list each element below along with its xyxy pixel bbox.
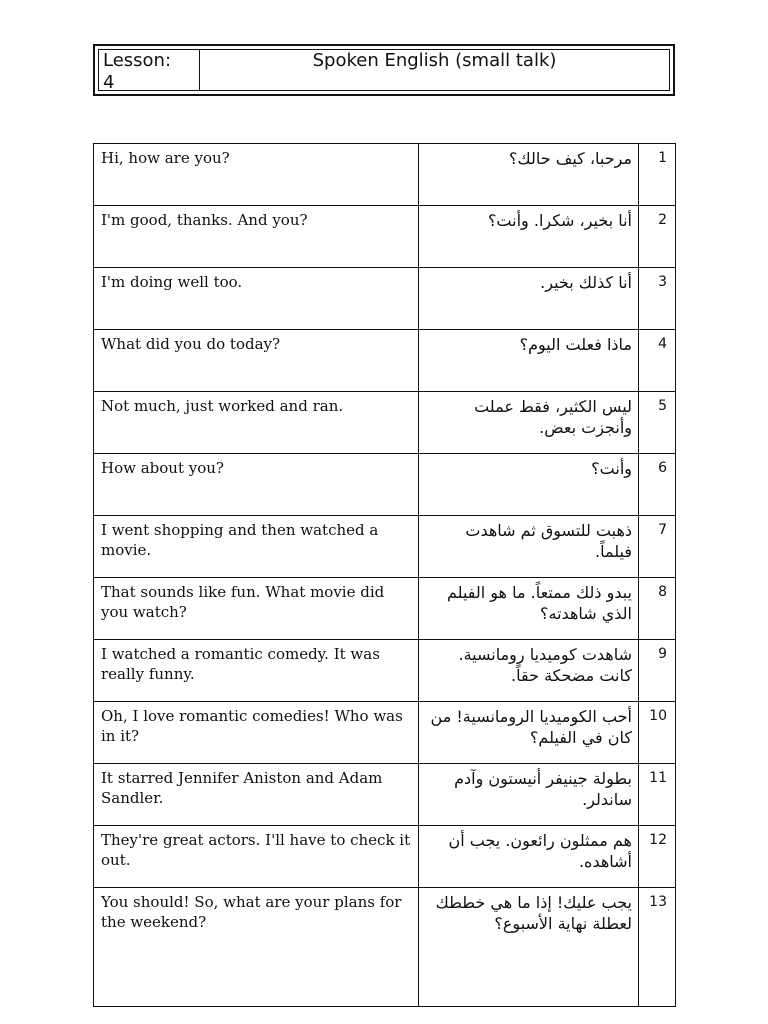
arabic-phrase: ماذا فعلت اليوم؟ xyxy=(419,330,639,392)
row-number: 1 xyxy=(639,144,676,206)
lesson-label: Lesson: xyxy=(103,50,172,71)
table-row xyxy=(94,764,676,826)
english-phrase: I watched a romantic comedy. It was really funny. xyxy=(94,640,419,702)
arabic-phrase: مرحبا، كيف حالك؟ xyxy=(419,144,639,206)
english-phrase: They're great actors. I'll have to check it out. xyxy=(94,826,419,888)
row-number: 6 xyxy=(639,454,676,516)
table-row xyxy=(94,330,676,392)
lesson-number: 4 xyxy=(103,72,115,93)
row-number: 2 xyxy=(639,206,676,268)
arabic-phrase: يبدو ذلك ممتعاً. ما هو الفيلم الذي شاهدته؟ xyxy=(419,578,639,640)
row-number: 12 xyxy=(639,826,676,888)
row-number: 11 xyxy=(639,764,676,826)
english-phrase: What did you do today? xyxy=(94,330,419,392)
arabic-phrase: أنا بخير، شكرا. وأنت؟ xyxy=(419,206,639,268)
english-phrase: Oh, I love romantic comedies! Who was in it? xyxy=(94,702,419,764)
arabic-phrase: يجب عليك! إذا ما هي خططك لعطلة نهاية الأسبوع؟ xyxy=(419,888,639,1007)
arabic-phrase: بطولة جينيفر أنيستون وآدم ساندلر. xyxy=(419,764,639,826)
lesson-title: Spoken English (small talk) xyxy=(312,50,557,71)
english-phrase: I'm good, thanks. And you? xyxy=(94,206,419,268)
english-phrase: That sounds like fun. What movie did you watch? xyxy=(94,578,419,640)
english-phrase: I went shopping and then watched a movie. xyxy=(94,516,419,578)
row-number: 4 xyxy=(639,330,676,392)
arabic-phrase: أحب الكوميديا الرومانسية! من كان في الفيلم؟ xyxy=(419,702,639,764)
english-phrase: Not much, just worked and ran. xyxy=(94,392,419,454)
table-row xyxy=(94,578,676,640)
row-number: 8 xyxy=(639,578,676,640)
english-phrase: How about you? xyxy=(94,454,419,516)
lesson-header-inner xyxy=(98,49,670,91)
english-phrase: It starred Jennifer Aniston and Adam Sandler. xyxy=(94,764,419,826)
row-number: 3 xyxy=(639,268,676,330)
english-phrase: Hi, how are you? xyxy=(94,144,419,206)
phrase-table-body xyxy=(94,144,676,1007)
table-row xyxy=(94,454,676,516)
phrase-table xyxy=(93,143,676,1007)
table-row xyxy=(94,888,676,1007)
row-number: 10 xyxy=(639,702,676,764)
row-number: 7 xyxy=(639,516,676,578)
table-row xyxy=(94,144,676,206)
lesson-header xyxy=(93,44,675,96)
arabic-phrase: شاهدت كوميديا رومانسية. كانت مضحكة حقاً. xyxy=(419,640,639,702)
row-number: 9 xyxy=(639,640,676,702)
english-phrase: You should! So, what are your plans for the weekend? xyxy=(94,888,419,1007)
table-row xyxy=(94,826,676,888)
table-row xyxy=(94,702,676,764)
row-number: 5 xyxy=(639,392,676,454)
row-number: 13 xyxy=(639,888,676,1007)
arabic-phrase: ذهبت للتسوق ثم شاهدت فيلماً. xyxy=(419,516,639,578)
table-row xyxy=(94,206,676,268)
table-row xyxy=(94,268,676,330)
arabic-phrase: ليس الكثير، فقط عملت وأنجزت بعض. xyxy=(419,392,639,454)
arabic-phrase: أنا كذلك بخير. xyxy=(419,268,639,330)
table-row xyxy=(94,392,676,454)
english-phrase: I'm doing well too. xyxy=(94,268,419,330)
table-row xyxy=(94,516,676,578)
table-row xyxy=(94,640,676,702)
arabic-phrase: هم ممثلون رائعون. يجب أن أشاهده. xyxy=(419,826,639,888)
lesson-cell xyxy=(99,50,200,93)
arabic-phrase: وأنت؟ xyxy=(419,454,639,516)
